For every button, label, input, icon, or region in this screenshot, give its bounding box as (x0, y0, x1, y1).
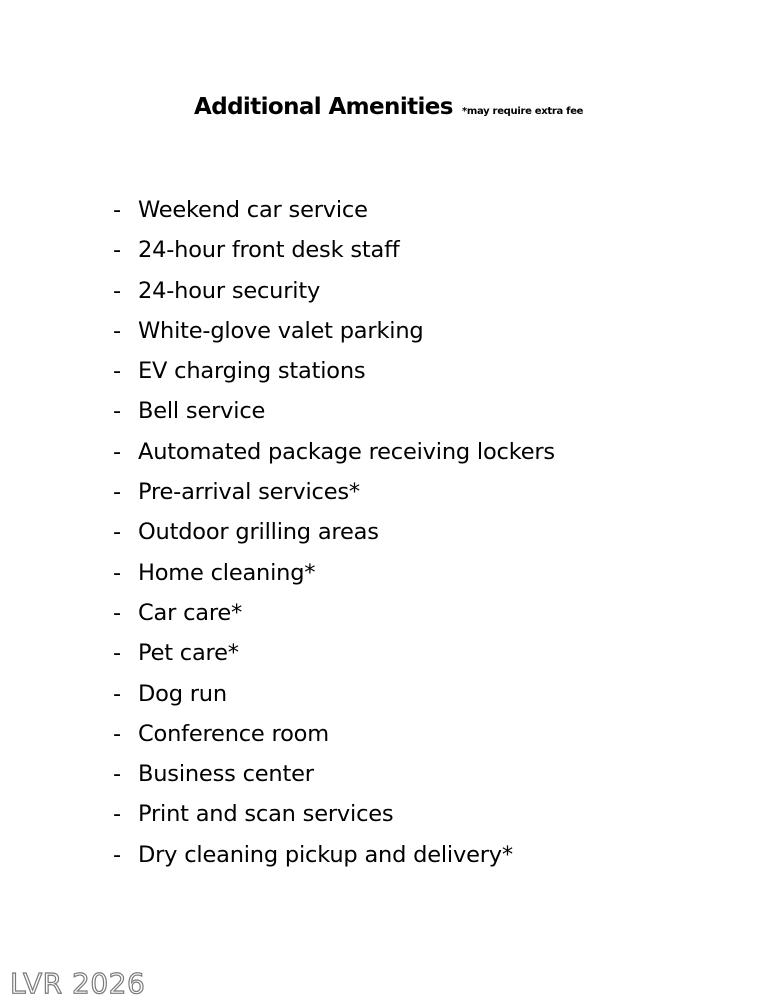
amenity-label: Print and scan services (138, 801, 394, 828)
list-bullet-dash: - (113, 438, 121, 465)
list-item (113, 636, 555, 676)
list-item (113, 797, 555, 837)
list-bullet-dash: - (113, 277, 121, 304)
amenity-label: White-glove valet parking (138, 317, 424, 344)
list-bullet-dash: - (113, 801, 121, 828)
list-bullet-dash: - (113, 197, 121, 223)
list-bullet-dash: - (113, 680, 121, 707)
list-bullet-dash: - (113, 519, 121, 546)
amenity-label: Business center (138, 761, 314, 788)
amenity-label: Weekend car service (138, 197, 368, 223)
list-bullet-dash: - (113, 761, 121, 788)
header (194, 94, 583, 120)
page-title: Additional Amenities (194, 94, 453, 120)
list-item (113, 556, 555, 596)
amenity-label: Dog run (138, 680, 227, 707)
list-item (113, 677, 555, 717)
list-item (113, 838, 555, 878)
list-item (113, 435, 555, 475)
list-bullet-dash: - (113, 720, 121, 747)
amenity-label: 24-hour front desk staff (138, 237, 400, 264)
list-bullet-dash: - (113, 398, 121, 425)
list-bullet-dash: - (113, 479, 121, 506)
list-item (113, 233, 555, 273)
list-item (113, 515, 555, 555)
list-item (113, 314, 555, 354)
amenity-label: Pre-arrival services* (138, 479, 360, 506)
list-bullet-dash: - (113, 841, 121, 868)
watermark: LVR 2026 (10, 967, 146, 1000)
list-item (113, 596, 555, 636)
list-item (113, 193, 555, 233)
list-bullet-dash: - (113, 317, 121, 344)
fee-note: *may require extra fee (461, 106, 584, 117)
list-bullet-dash: - (113, 599, 121, 626)
amenity-label: Pet care* (138, 640, 239, 667)
amenity-label: Outdoor grilling areas (138, 519, 379, 546)
list-item (113, 394, 555, 434)
amenity-label: Car care* (138, 599, 243, 626)
amenity-label: Conference room (138, 720, 329, 747)
list-bullet-dash: - (113, 640, 121, 667)
list-item (113, 354, 555, 394)
amenity-label: Bell service (138, 398, 266, 425)
list-bullet-dash: - (113, 559, 121, 586)
list-item (113, 274, 555, 314)
list-item (113, 717, 555, 757)
amenity-label: EV charging stations (138, 358, 366, 385)
list-bullet-dash: - (113, 358, 121, 385)
amenity-label: 24-hour security (138, 277, 321, 304)
list-item (113, 475, 555, 515)
amenities-list (113, 193, 555, 878)
amenity-label: Automated package receiving lockers (138, 438, 555, 465)
list-bullet-dash: - (113, 237, 121, 264)
amenity-label: Home cleaning* (138, 559, 316, 586)
list-item (113, 757, 555, 797)
amenity-label: Dry cleaning pickup and delivery* (138, 841, 513, 868)
